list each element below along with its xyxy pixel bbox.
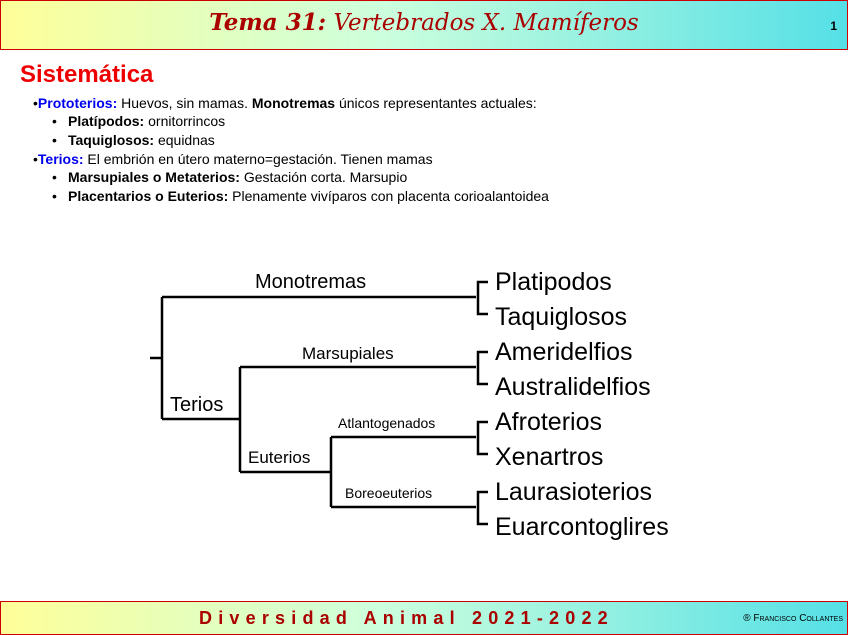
leaf-laurasioterios: Laurasioterios: [495, 478, 653, 506]
bracket-boreoeuterios: [478, 492, 488, 524]
slide-title-topic: Tema 31:: [209, 9, 327, 36]
placentarios-label: Placentarios o Euterios:: [68, 188, 229, 204]
leaf-xenartros: Xenartros: [495, 443, 604, 471]
prototerios-text: Huevos, sin mamas.: [117, 95, 252, 111]
leaf-australidelfios: Australidelfios: [495, 373, 651, 401]
leaf-platipodos: Platipodos: [495, 268, 612, 296]
taquiglosos-text: equidnas: [154, 132, 215, 148]
platipodos-text: ornitorrincos: [144, 113, 226, 129]
node-boreoeuterios: Boreoeuterios: [345, 485, 433, 501]
sub-bullet-marsupiales: • Marsupiales o Metaterios: Gestación corta. Marsupio: [52, 169, 408, 185]
taquiglosos-label: Taquiglosos:: [68, 132, 155, 148]
node-terios: Terios: [170, 394, 224, 416]
marsupiales-label: Marsupiales o Metaterios:: [68, 169, 240, 185]
bullet-prototerios: •Prototerios: Huevos, sin mamas. Monotremas únicos representantes actuales:: [33, 95, 537, 111]
leaf-afroterios: Afroterios: [495, 408, 602, 436]
footer-bar: [0, 601, 848, 635]
bullet-terios: •Terios: El embrión en útero materno=gestación. Tienen mamas: [33, 151, 433, 167]
bracket-marsupiales: [478, 352, 488, 384]
footer-course-title: Diversidad Animal 2021-2022: [199, 608, 614, 628]
monotremas-bold: Monotremas: [251, 95, 336, 111]
terios-text: El embrión en útero materno=gestación. Tienen mamas: [83, 151, 433, 167]
slide-title-subject: Vertebrados X. Mamíferos: [326, 10, 639, 36]
leaf-taquiglosos: Taquiglosos: [495, 303, 628, 331]
placentarios-text: Plenamente vivíparos con placenta corioalantoidea: [228, 188, 549, 204]
prototerios-label: Prototerios:: [37, 95, 118, 111]
sub-bullet-platipodos: • Platípodos: ornitorrincos: [52, 113, 226, 129]
prototerios-text-end: únicos representantes actuales:: [335, 95, 537, 111]
bracket-atlantogenados: [478, 422, 488, 454]
platipodos-label: Platípodos:: [68, 113, 145, 129]
sub-bullet-taquiglosos: • Taquiglosos: equidnas: [52, 132, 215, 148]
node-monotremas: Monotremas: [255, 271, 367, 293]
footer-credit: ® Francisco Collantes: [743, 613, 843, 624]
leaf-euarcontoglires: Euarcontoglires: [495, 513, 669, 541]
bracket-monotremas: [478, 282, 488, 314]
sub-bullet-placentarios: • Placentarios o Euterios: Plenamente vivíparos con placenta corioalantoidea: [52, 188, 549, 204]
node-marsupiales: Marsupiales: [302, 344, 394, 363]
slide-number: 1: [830, 19, 837, 33]
marsupiales-text: Gestación corta. Marsupio: [239, 169, 408, 185]
leaf-ameridelfios: Ameridelfios: [495, 338, 633, 366]
node-atlantogenados: Atlantogenados: [338, 415, 436, 431]
terios-label: Terios:: [37, 151, 84, 167]
section-title: Sistemática: [20, 61, 154, 88]
node-euterios: Euterios: [248, 448, 311, 467]
